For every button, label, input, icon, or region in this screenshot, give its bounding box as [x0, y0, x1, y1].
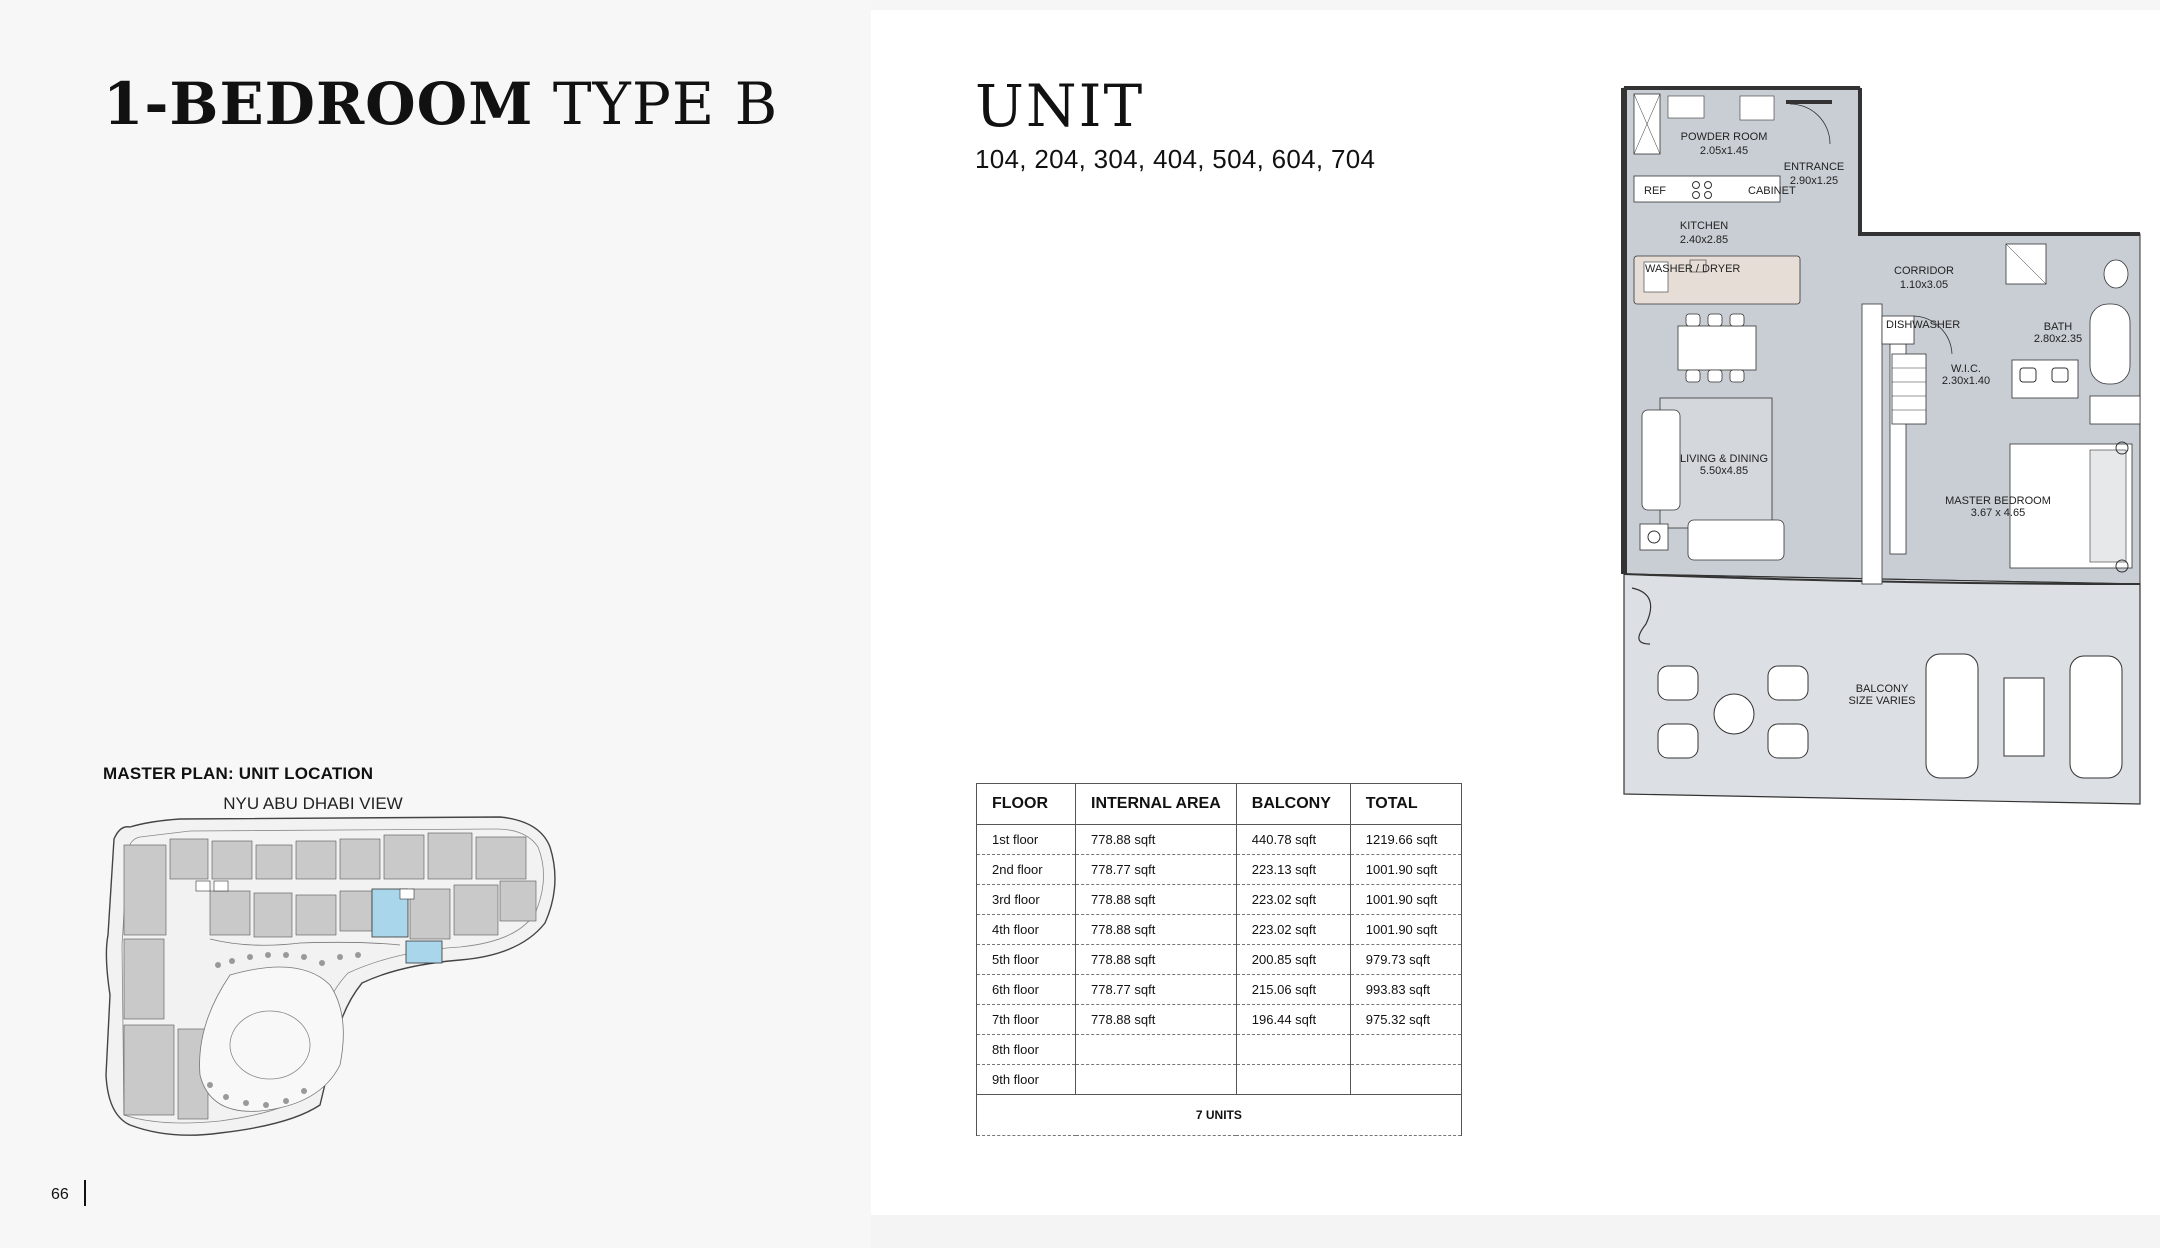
entrance-size: 2.90x1.25 — [1789, 175, 1839, 187]
corridor-label: CORRIDOR — [1894, 265, 1954, 277]
entrance-label: ENTRANCE — [1783, 161, 1845, 173]
powder-room-label: POWDER ROOM — [1680, 131, 1768, 143]
powder-room-size: 2.05x1.45 — [1699, 145, 1749, 157]
cell-balcony: 223.13 sqft — [1236, 855, 1350, 885]
col-internal-area: INTERNAL AREA — [1076, 784, 1237, 825]
cabinet-label: CABINET — [1748, 185, 1796, 197]
living-dining-size: 5.50x4.85 — [1699, 465, 1749, 477]
bottom-strip — [871, 1215, 2160, 1248]
cell-balcony: 200.85 sqft — [1236, 945, 1350, 975]
title-bold: 1-BEDROOM — [103, 70, 534, 138]
cell-floor: 8th floor — [977, 1035, 1076, 1065]
cell-floor: 5th floor — [977, 945, 1076, 975]
cell-internal: 778.88 sqft — [1076, 825, 1237, 855]
dishwasher-label: DISHWASHER — [1886, 319, 1961, 331]
cell-total: 975.32 sqft — [1350, 1005, 1461, 1035]
table-row — [977, 1065, 1462, 1095]
cell-internal: 778.88 sqft — [1076, 915, 1237, 945]
cell-floor: 3rd floor — [977, 885, 1076, 915]
corridor-size: 1.10x3.05 — [1899, 279, 1949, 291]
cell-internal: 778.77 sqft — [1076, 975, 1237, 1005]
cell-internal: 778.88 sqft — [1076, 945, 1237, 975]
cell-balcony — [1236, 1065, 1350, 1095]
cell-balcony: 223.02 sqft — [1236, 885, 1350, 915]
wic-label: W.I.C. — [1951, 363, 1981, 375]
table-row — [977, 825, 1462, 855]
col-floor: FLOOR — [977, 784, 1076, 825]
balcony-note: SIZE VARIES — [1848, 695, 1916, 707]
cell-internal — [1076, 1035, 1237, 1065]
cell-floor: 7th floor — [977, 1005, 1076, 1035]
bath-label: BATH — [2043, 321, 2073, 333]
cell-internal: 778.88 sqft — [1076, 1005, 1237, 1035]
cell-balcony: 223.02 sqft — [1236, 915, 1350, 945]
table-row — [977, 915, 1462, 945]
table-row — [977, 855, 1462, 885]
page-divider — [84, 1180, 86, 1206]
cell-floor: 4th floor — [977, 915, 1076, 945]
cell-internal — [1076, 1065, 1237, 1095]
masterplan-heading: MASTER PLAN: UNIT LOCATION — [103, 764, 374, 783]
cell-total: 1001.90 sqft — [1350, 885, 1461, 915]
kitchen-size: 2.40x2.85 — [1679, 234, 1729, 246]
cell-floor: 9th floor — [977, 1065, 1076, 1095]
cell-balcony: 440.78 sqft — [1236, 825, 1350, 855]
unit-title: UNIT — [975, 72, 1145, 140]
unit-numbers: 104, 204, 304, 404, 504, 604, 704 — [975, 144, 1376, 174]
cell-total — [1350, 1065, 1461, 1095]
total-units: 7 UNITS — [977, 1095, 1462, 1136]
cell-balcony — [1236, 1035, 1350, 1065]
kitchen-label: KITCHEN — [1679, 220, 1729, 232]
cell-total: 1219.66 sqft — [1350, 825, 1461, 855]
balcony-label: BALCONY — [1855, 683, 1909, 695]
washer-label: WASHER / DRYER — [1645, 263, 1741, 275]
table-row — [977, 1035, 1462, 1065]
masterplan-map — [100, 815, 560, 1145]
title-light: TYPE B — [552, 70, 779, 138]
page-title — [103, 70, 778, 138]
cell-internal: 778.88 sqft — [1076, 885, 1237, 915]
master-bedroom-size: 3.67 x 4.65 — [1970, 507, 2026, 519]
table-row — [977, 885, 1462, 915]
table-footer-row — [977, 1095, 1462, 1136]
masterplan-view-label: NYU ABU DHABI VIEW — [223, 794, 403, 813]
bath-size: 2.80x2.35 — [2033, 333, 2083, 345]
cell-total: 1001.90 sqft — [1350, 855, 1461, 885]
cell-total: 1001.90 sqft — [1350, 915, 1461, 945]
cell-total: 993.83 sqft — [1350, 975, 1461, 1005]
col-balcony: BALCONY — [1236, 784, 1350, 825]
cell-floor: 1st floor — [977, 825, 1076, 855]
cell-floor: 6th floor — [977, 975, 1076, 1005]
table-row — [977, 975, 1462, 1005]
cell-total — [1350, 1035, 1461, 1065]
ref-label: REF — [1644, 185, 1666, 197]
master-bedroom-label: MASTER BEDROOM — [1945, 495, 2051, 507]
cell-balcony: 196.44 sqft — [1236, 1005, 1350, 1035]
table-header-row — [977, 784, 1462, 825]
table-row — [977, 945, 1462, 975]
floorplan — [1620, 84, 2150, 814]
cell-floor: 2nd floor — [977, 855, 1076, 885]
cell-total: 979.73 sqft — [1350, 945, 1461, 975]
cell-internal: 778.77 sqft — [1076, 855, 1237, 885]
cell-balcony: 215.06 sqft — [1236, 975, 1350, 1005]
page-number: 66 — [51, 1186, 69, 1203]
col-total: TOTAL — [1350, 784, 1461, 825]
area-table — [976, 783, 1462, 1136]
wic-size: 2.30x1.40 — [1941, 375, 1991, 387]
living-dining-label: LIVING & DINING — [1679, 453, 1769, 465]
table-row — [977, 1005, 1462, 1035]
